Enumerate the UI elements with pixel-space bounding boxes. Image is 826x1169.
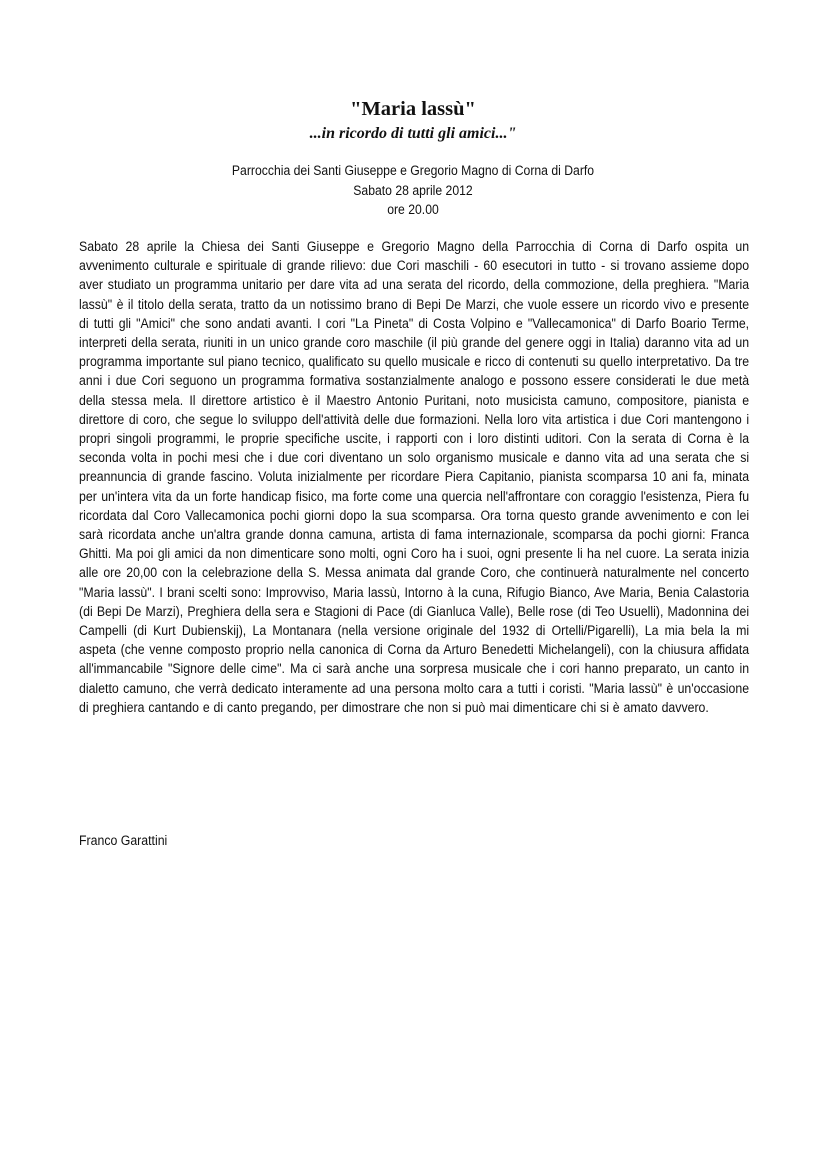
event-date: Sabato 28 aprile 2012	[353, 182, 473, 199]
event-time: ore 20.00	[387, 202, 439, 219]
body-container	[79, 238, 749, 718]
event-info	[58, 162, 768, 221]
document-title: "Maria lassù"	[350, 98, 476, 120]
document-subtitle: ...in ricordo di tutti gli amici..."	[309, 125, 517, 142]
article-body: Sabato 28 aprile la Chiesa dei Santi Giuseppe e Gregorio Magno della Parrocchia di Corna di Darfo ospita un avvenimento culturale e spirituale di grande rilievo: due Cori maschili - 60 esecutori in tutto - si trovano assieme dopo aver studiato un programma unitario per dare vita ad una serata del ricordo, della commozione, della preghiera. "Maria lassù" è il titolo della serata, tratto da un notissimo brano di Bepi De Marzi, che vuole essere un ricordo vivo e presente di tutti gli "Amici" che sono andati avanti. I cori "La Pineta" di Costa Volpino e "Vallecamonica" di Darfo Boario Terme, interpreti della serata, riuniti in un unico grande coro maschile (il più grande del genere oggi in Italia) daranno vita ad un programma importante sul piano tecnico, qualificato su quello musicale e ricco di contenuti su quello interpretativo. Da tre anni i due Cori seguono un programma formativa sostanzialmente analogo e possono essere considerati le due metà della stessa mela. Il direttore artistico è il Maestro Antonio Puritani, noto musicista camuno, compositore, pianista e direttore di coro, che segue lo sviluppo dell'attività delle due formazioni. Nella loro vita artistica i due Cori mantengono i propri singoli programmi, le proprie specifiche uscite, i rapporti con i loro distinti uditori. Con la serata di Corna è la seconda volta in pochi mesi che i due cori diventano un solo organismo musicale e danno vita ad una serata che si preannuncia di grande fascino. Voluta inizialmente per ricordare Piera Capitanio, pianista scomparsa 10 ani fa, minata per un'intera vita da un forte handicap fisico, ma forte come una quercia nell'affrontare con coraggio l'esistenza, Piera fu ricordata dal Coro Vallecamonica pochi giorni dopo la sua scomparsa. Ora torna questo grande avvenimento e con lei sarà ricordata anche un'altra grande donna camuna, artista di fama internazionale, scomparsa da pochi giorni: Franca Ghitti. Ma poi gli amici da non dimenticare sono molti, ogni Coro ha i suoi, ogni presente li ha nel cuore. La serata inizia alle ore 20,00 con la celebrazione della S. Messa animata dal grande Coro, che continuerà naturalmente nel concerto "Maria lassù". I brani scelti sono: Improvviso, Maria lassù, Intorno à la cuna, Rifugio Bianco, Ave Maria, Benia Calastoria (di Bepi De Marzi), Preghiera della sera e Stagioni di Pace (di Gianluca Valle), Belle rose (di Teo Usuelli), Madonnina dei Campelli (di Kurt Dubienskij), La Montanara (nella versione originale del 1932 di Ortelli/Pigarelli), La mia bela la mi aspeta (che venne composto proprio nella canonica di Corna da Arturo Benedetti Michelangeli), con la chiusura affidata all'immancabile "Signore delle cime". Ma ci sarà anche una sorpresa musicale che i cori hanno preparato, un canto in dialetto camuno, che verrà dedicato interamente ad una persona molto cara a tutti i coristi. "Maria lassù" è un'occasione di preghiera cantando e di canto pregando, per dimostrare che non si può mai dimenticare chi si è amato davvero.	[79, 239, 750, 716]
author-signature: Franco Garattini	[79, 833, 168, 849]
parish-name: Parrocchia dei Santi Giuseppe e Gregorio Magno di Corna di Darfo	[231, 163, 595, 179]
